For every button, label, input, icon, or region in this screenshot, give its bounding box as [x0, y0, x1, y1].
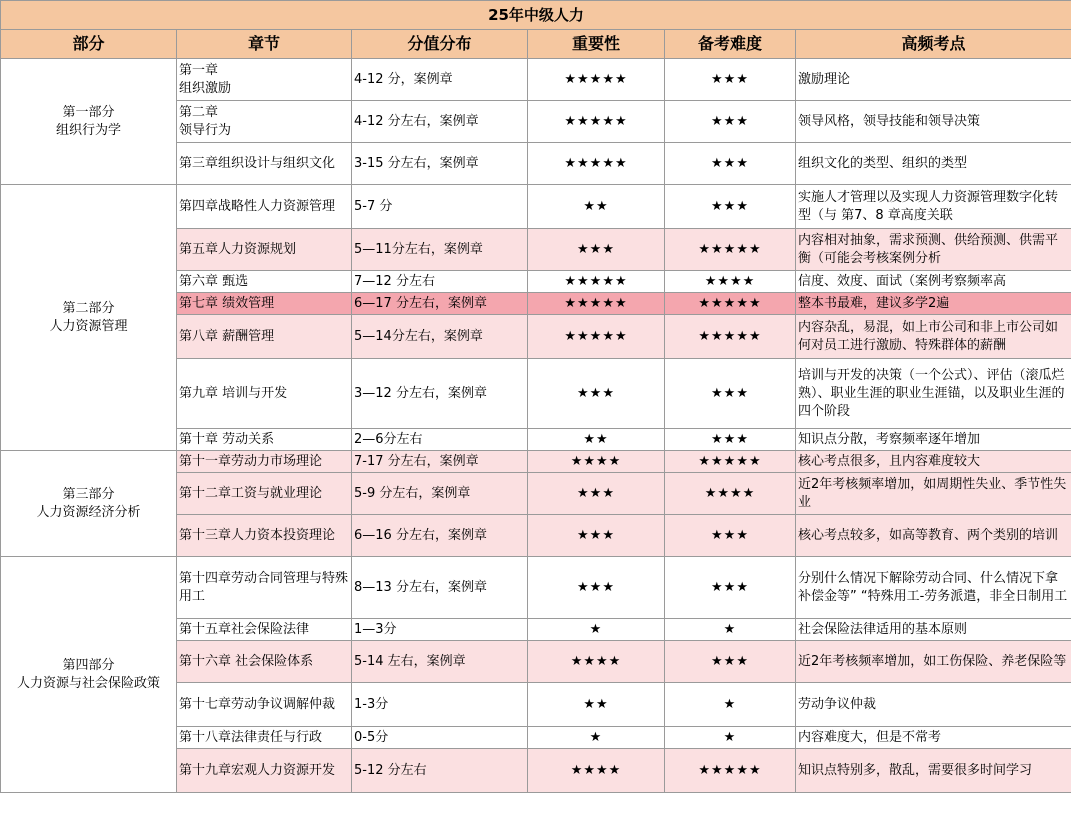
difficulty-stars: ★★★: [665, 557, 796, 619]
table-row: [1, 185, 1071, 229]
key-points-cell: 信度、效度、面试（案例考察频率高: [796, 271, 1071, 293]
part-label: 第四部分: [62, 657, 115, 673]
difficulty-stars: ★★★: [665, 359, 796, 429]
importance-stars: ★★★★★: [528, 143, 665, 185]
chapter-cell: 第九章 培训与开发: [177, 359, 352, 429]
chapter-cell: 第五章人力资源规划: [177, 229, 352, 271]
table-row: [1, 59, 1071, 101]
score-cell: 6—17 分左右，案例章: [352, 293, 528, 315]
header-importance: 重要性: [528, 30, 665, 59]
importance-stars: ★★★: [528, 557, 665, 619]
key-points-cell: 分别什么情况下解除劳动合同、什么情况下拿补偿金等” “特殊用工-劳务派遣，非全日制用工: [796, 557, 1071, 619]
key-points-cell: 知识点特别多，散乱，需要很多时间学习: [796, 749, 1071, 793]
score-cell: 5-14 左右，案例章: [352, 641, 528, 683]
score-cell: 3-15 分左右，案例章: [352, 143, 528, 185]
difficulty-stars: ★★★★★: [665, 749, 796, 793]
part-label: 第一部分: [62, 104, 115, 120]
key-points-cell: 内容相对抽象，需求预测、供给预测、供需平衡（可能会考核案例分析: [796, 229, 1071, 271]
importance-stars: ★★★★: [528, 641, 665, 683]
table-row: [1, 451, 1071, 473]
chapter-cell: 第四章战略性人力资源管理: [177, 185, 352, 229]
chapter-cell: 第十七章劳动争议调解仲裁: [177, 683, 352, 727]
chapter-cell: 第一章 组织激励: [177, 59, 352, 101]
importance-stars: ★★: [528, 185, 665, 229]
part-cell: [1, 557, 177, 793]
score-cell: 0-5分: [352, 727, 528, 749]
title-row: [1, 1, 1071, 30]
header-key-points: 高频考点: [796, 30, 1071, 59]
chapter-cell: 第六章 甄选: [177, 271, 352, 293]
importance-stars: ★★★★: [528, 749, 665, 793]
importance-stars: ★★★★★: [528, 315, 665, 359]
header-chapter: 章节: [177, 30, 352, 59]
score-cell: 4-12 分左右，案例章: [352, 101, 528, 143]
key-points-cell: 激励理论: [796, 59, 1071, 101]
difficulty-stars: ★★★★★: [665, 315, 796, 359]
difficulty-stars: ★★★: [665, 59, 796, 101]
part-label: 第三部分: [62, 486, 115, 502]
header-part: 部分: [1, 30, 177, 59]
difficulty-stars: ★★★★: [665, 473, 796, 515]
score-cell: 8—13 分左右，案例章: [352, 557, 528, 619]
chapter-cell: 第七章 绩效管理: [177, 293, 352, 315]
score-cell: 5-9 分左右，案例章: [352, 473, 528, 515]
difficulty-stars: ★: [665, 727, 796, 749]
key-points-cell: 培训与开发的决策（一个公式）、评估（滚瓜烂熟）、职业生涯的职业生涯锚，以及职业生涯的四个阶段: [796, 359, 1071, 429]
key-points-cell: 整本书最难，建议多学2遍: [796, 293, 1071, 315]
score-cell: 2—6分左右: [352, 429, 528, 451]
chapter-cell: 第八章 薪酬管理: [177, 315, 352, 359]
chapter-cell: 第十二章工资与就业理论: [177, 473, 352, 515]
importance-stars: ★★★★★: [528, 101, 665, 143]
header-difficulty: 备考难度: [665, 30, 796, 59]
key-points-cell: 劳动争议仲裁: [796, 683, 1071, 727]
score-cell: 5-7 分: [352, 185, 528, 229]
importance-stars: ★★★: [528, 229, 665, 271]
importance-stars: ★★: [528, 683, 665, 727]
importance-stars: ★: [528, 727, 665, 749]
table-title: 25年中级人力: [1, 1, 1071, 30]
importance-stars: ★★★★★: [528, 293, 665, 315]
difficulty-stars: ★★★: [665, 641, 796, 683]
importance-stars: ★★★: [528, 359, 665, 429]
difficulty-stars: ★★★★★: [665, 229, 796, 271]
chapter-cell: 第十六章 社会保险体系: [177, 641, 352, 683]
difficulty-stars: ★★★★★: [665, 451, 796, 473]
part-label: 人力资源管理: [49, 318, 128, 334]
chapter-cell: 第十四章劳动合同管理与特殊用工: [177, 557, 352, 619]
key-points-cell: 近2年考核频率增加，如工伤保险、养老保险等: [796, 641, 1071, 683]
key-points-cell: 内容难度大，但是不常考: [796, 727, 1071, 749]
key-points-cell: 核心考点较多，如高等教育、两个类别的培训: [796, 515, 1071, 557]
key-points-cell: 实施人才管理以及实现人力资源管理数字化转型（与 第7、8 章高度关联: [796, 185, 1071, 229]
difficulty-stars: ★★★: [665, 515, 796, 557]
part-cell: [1, 451, 177, 557]
difficulty-stars: ★★★: [665, 185, 796, 229]
key-points-cell: 近2年考核频率增加，如周期性失业、季节性失业: [796, 473, 1071, 515]
difficulty-stars: ★★★★: [665, 271, 796, 293]
score-cell: 1-3分: [352, 683, 528, 727]
part-label: 组织行为学: [55, 122, 121, 138]
score-cell: 3—12 分左右，案例章: [352, 359, 528, 429]
part-cell: [1, 59, 177, 185]
difficulty-stars: ★★★: [665, 429, 796, 451]
difficulty-stars: ★: [665, 619, 796, 641]
difficulty-stars: ★★★★★: [665, 293, 796, 315]
part-label: 人力资源经济分析: [36, 504, 141, 520]
score-cell: 7—12 分左右: [352, 271, 528, 293]
importance-stars: ★: [528, 619, 665, 641]
chapter-cell: 第十八章法律责任与行政: [177, 727, 352, 749]
chapter-cell: 第十章 劳动关系: [177, 429, 352, 451]
importance-stars: ★★: [528, 429, 665, 451]
part-cell: [1, 185, 177, 451]
key-points-cell: 内容杂乱，易混，如上市公司和非上市公司如何对员工进行激励、特殊群体的薪酬: [796, 315, 1071, 359]
chapter-cell: 第十三章人力资本投资理论: [177, 515, 352, 557]
score-cell: 1—3分: [352, 619, 528, 641]
key-points-cell: 领导风格，领导技能和领导决策: [796, 101, 1071, 143]
score-cell: 5—11分左右，案例章: [352, 229, 528, 271]
chapter-cell: 第十五章社会保险法律: [177, 619, 352, 641]
importance-stars: ★★★: [528, 473, 665, 515]
importance-stars: ★★★★★: [528, 271, 665, 293]
score-cell: 7-17 分左右，案例章: [352, 451, 528, 473]
key-points-cell: 组织文化的类型、组织的类型: [796, 143, 1071, 185]
part-label: 人力资源与社会保险政策: [16, 675, 160, 691]
part-label: 第二部分: [62, 300, 115, 316]
difficulty-stars: ★★★: [665, 101, 796, 143]
chapter-cell: 第十九章宏观人力资源开发: [177, 749, 352, 793]
score-cell: 4-12 分，案例章: [352, 59, 528, 101]
key-points-cell: 核心考点很多，且内容难度较大: [796, 451, 1071, 473]
score-cell: 5-12 分左右: [352, 749, 528, 793]
importance-stars: ★★★: [528, 515, 665, 557]
score-cell: 5—14分左右，案例章: [352, 315, 528, 359]
difficulty-stars: ★: [665, 683, 796, 727]
table-row: [1, 557, 1071, 619]
importance-stars: ★★★★★: [528, 59, 665, 101]
difficulty-stars: ★★★: [665, 143, 796, 185]
header-score: 分值分布: [352, 30, 528, 59]
chapter-cell: 第三章组织设计与组织文化: [177, 143, 352, 185]
chapter-cell: 第二章 领导行为: [177, 101, 352, 143]
header-row: [1, 30, 1071, 59]
chapter-cell: 第十一章劳动力市场理论: [177, 451, 352, 473]
key-points-cell: 社会保险法律适用的基本原则: [796, 619, 1071, 641]
key-points-cell: 知识点分散，考察频率逐年增加: [796, 429, 1071, 451]
score-cell: 6—16 分左右，案例章: [352, 515, 528, 557]
importance-stars: ★★★★: [528, 451, 665, 473]
